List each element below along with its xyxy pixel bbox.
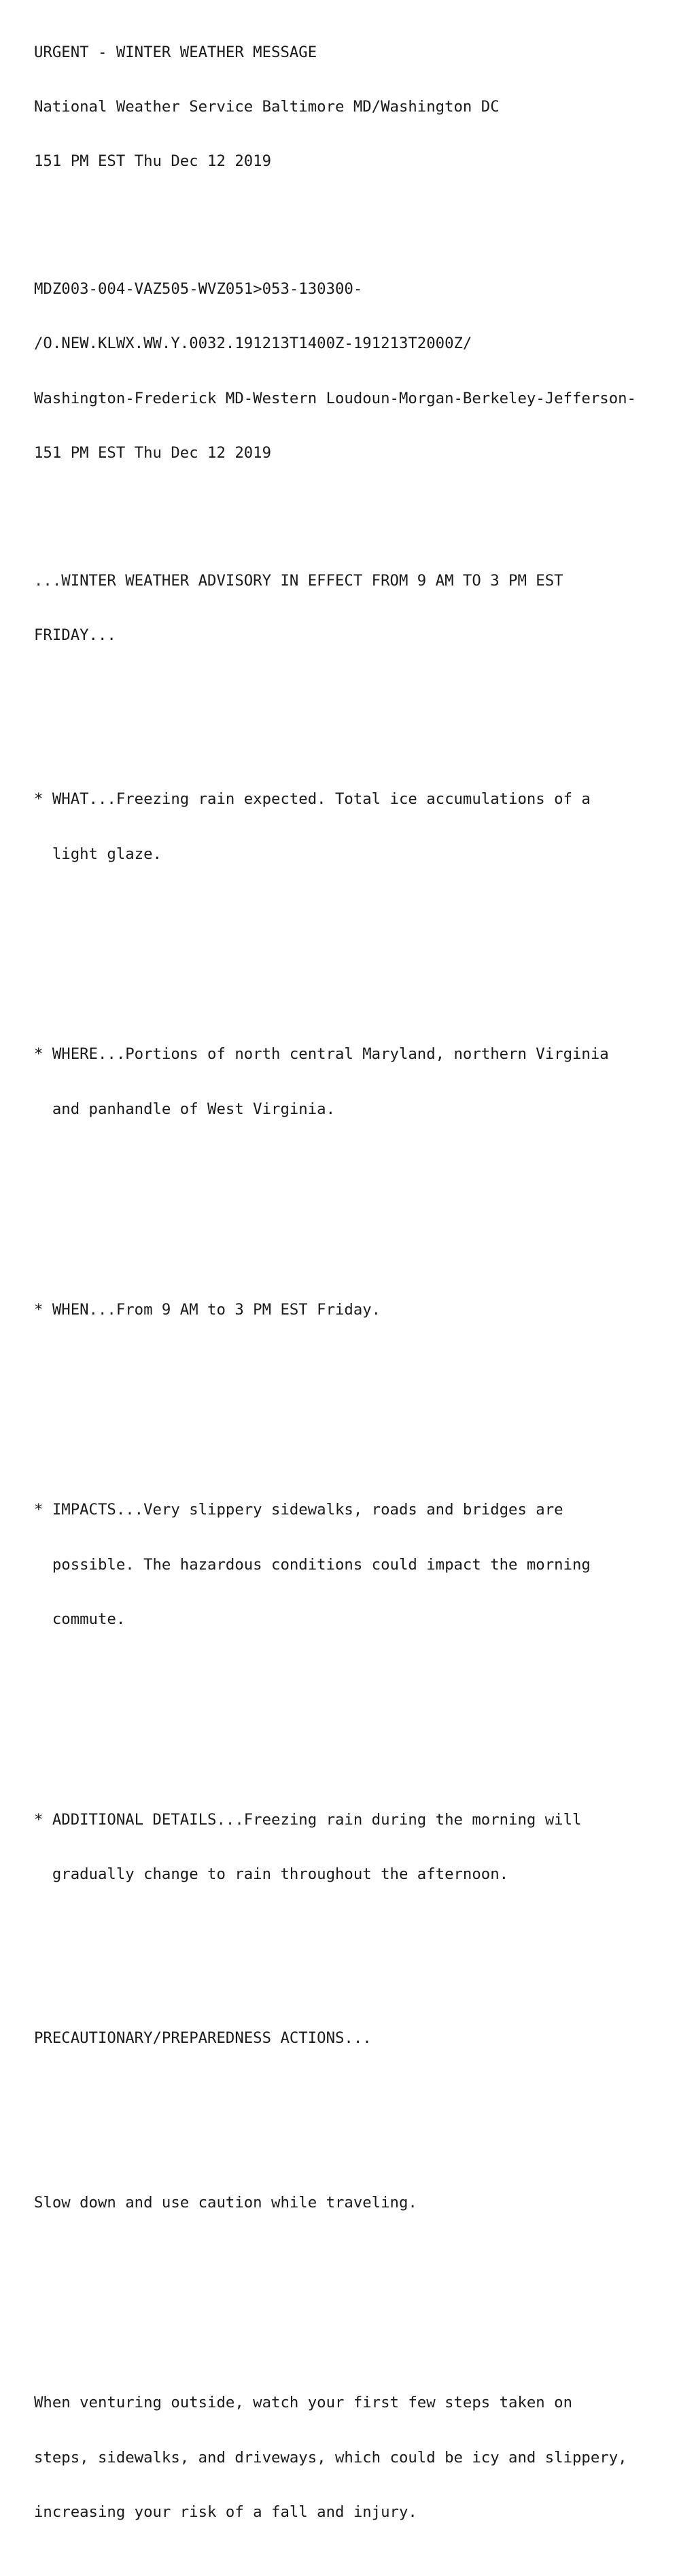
spacer [34, 1956, 686, 1975]
paragraph-line: steps, sidewalks, and driveways, which could be icy and slippery, [34, 2448, 627, 2467]
bullet-line: commute. [34, 1610, 126, 1629]
bullet-additional-details [34, 1774, 686, 1920]
office-line: National Weather Service Baltimore MD/Washington DC [34, 97, 500, 116]
bullet-line: * ADDITIONAL DETAILS...Freezing rain during the morning will [34, 1810, 582, 1829]
spacer [34, 1701, 686, 1720]
spacer [34, 1191, 686, 1210]
bullet-where [34, 1009, 686, 1155]
paragraph-line: Slow down and use caution while traveling. [34, 2193, 417, 2211]
bullet-line: * IMPACTS...Very slippery sidewalks, roads and bridges are [34, 1501, 563, 1519]
spacer [34, 1392, 686, 1410]
bullet-line: * WHEN...From 9 AM to 3 PM EST Friday. [34, 1300, 381, 1319]
ugc-code: MDZ003-004-VAZ505-WVZ051>053-130300- [34, 279, 363, 298]
spacer [34, 936, 686, 955]
spacer [34, 681, 686, 699]
actions-paragraph [34, 2358, 686, 2558]
actions-paragraph [34, 2157, 686, 2248]
vtec-code: /O.NEW.KLWX.WW.Y.0032.191213T1400Z-191213T2000Z/ [34, 335, 472, 353]
headline-line: ...WINTER WEATHER ADVISORY IN EFFECT FROM 9 AM TO 3 PM EST [34, 571, 563, 590]
headline-line: FRIDAY... [34, 626, 116, 645]
paragraph-line: increasing your risk of a fall and injury. [34, 2503, 417, 2522]
bullet-impacts [34, 1465, 686, 1665]
bullet-when [34, 1264, 686, 1355]
zone-list: Washington-Frederick MD-Western Loudoun-Morgan-Berkeley-Jefferson- [34, 389, 636, 407]
bullet-line: * WHAT...Freezing rain expected. Total ice accumulations of a [34, 790, 591, 809]
actions-heading: PRECAUTIONARY/PREPAREDNESS ACTIONS... [34, 2029, 372, 2048]
bullet-line: light glaze. [34, 845, 162, 863]
spacer [34, 2285, 686, 2303]
bullet-line: * WHERE...Portions of north central Maryland, northern Virginia [34, 1045, 609, 1064]
spacer [34, 207, 686, 226]
paragraph-line: When venturing outside, watch your first few steps taken on [34, 2394, 573, 2412]
bullet-line: gradually change to rain throughout the afternoon. [34, 1865, 509, 1884]
bullet-line: possible. The hazardous conditions could impact the morning [34, 1555, 591, 1574]
segment-issued-time: 151 PM EST Thu Dec 12 2019 [34, 444, 272, 462]
weather-message-document [34, 7, 686, 2576]
issued-time: 151 PM EST Thu Dec 12 2019 [34, 152, 272, 171]
spacer [34, 2084, 686, 2103]
urgency-line: URGENT - WINTER WEATHER MESSAGE [34, 43, 317, 61]
bullet-line: and panhandle of West Virginia. [34, 1100, 335, 1118]
bullet-what [34, 754, 686, 900]
spacer [34, 499, 686, 518]
